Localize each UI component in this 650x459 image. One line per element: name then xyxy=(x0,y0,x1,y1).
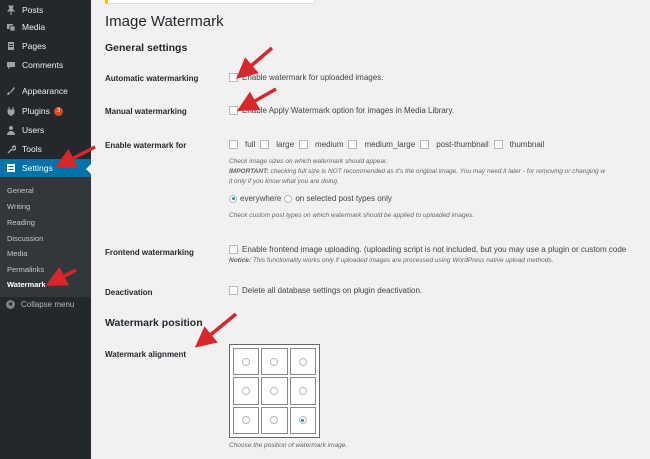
menu-label: Users xyxy=(22,125,45,135)
menu-label: Posts xyxy=(22,5,44,15)
alignment-radio[interactable] xyxy=(242,387,250,395)
menu-item-users[interactable] xyxy=(0,120,91,140)
important-notice-continued: it only if you know what you are doing. xyxy=(229,178,339,185)
wrench-icon xyxy=(6,144,16,154)
submenu-item-media[interactable]: Media xyxy=(7,249,28,258)
size-label-thumbnail: thumbnail xyxy=(509,140,545,149)
alignment-cell-bottom-center[interactable] xyxy=(261,407,287,434)
menu-item-appearance[interactable] xyxy=(0,81,91,101)
manual-watermark-option-text: Enable Apply Watermark option for images in Media Library. xyxy=(242,106,455,115)
submenu-item-watermark[interactable]: Watermark xyxy=(7,280,46,289)
collapse-menu-button[interactable] xyxy=(6,300,74,309)
radio-everywhere-label: everywhere xyxy=(240,194,282,203)
pages-icon xyxy=(6,41,16,51)
important-prefix: IMPORTANT: xyxy=(229,168,269,175)
alignment-cell-top-left[interactable] xyxy=(233,348,259,375)
alignment-radio[interactable] xyxy=(242,358,250,366)
submenu-item-permalinks[interactable]: Permalinks xyxy=(7,265,45,274)
menu-label: Settings xyxy=(22,163,53,173)
notice-prefix: Notice: xyxy=(229,257,252,264)
menu-item-media[interactable] xyxy=(0,17,91,37)
brush-icon xyxy=(6,86,16,96)
notice-text: This functionality works only if uploaded images are processed using WordPress native upload methods. xyxy=(251,257,554,264)
menu-label: Media xyxy=(22,22,46,32)
image-size-description: Check image sizes on which watermark should appear. xyxy=(229,158,388,165)
image-size-options xyxy=(229,140,549,149)
alignment-description: Choose the position of watermark image. xyxy=(229,442,348,449)
size-label-post-thumbnail: post-thumbnail xyxy=(436,140,489,149)
enable-watermark-for-label: Enable watermark for xyxy=(105,141,187,150)
plug-icon xyxy=(6,106,16,116)
admin-notice xyxy=(105,0,315,4)
menu-label: Comments xyxy=(22,60,64,70)
frontend-option[interactable] xyxy=(229,245,626,254)
radio-selected-label: on selected post types only xyxy=(295,194,392,203)
size-medium-large-checkbox[interactable] xyxy=(348,140,357,149)
alignment-grid xyxy=(229,344,320,438)
alignment-radio[interactable] xyxy=(270,387,278,395)
important-text: checking full size is NOT recommended as it's the original image. You may need it later - for removing or changing w xyxy=(268,168,606,175)
media-icon xyxy=(6,22,16,32)
alignment-radio[interactable] xyxy=(299,387,307,395)
size-post-thumbnail-checkbox[interactable] xyxy=(420,140,429,149)
menu-label: Tools xyxy=(22,144,42,154)
menu-item-comments[interactable] xyxy=(0,55,91,75)
deactivation-label: Deactivation xyxy=(105,288,153,297)
frontend-checkbox[interactable] xyxy=(229,245,238,254)
settings-submenu xyxy=(0,177,91,297)
size-thumbnail-checkbox[interactable] xyxy=(494,140,503,149)
alignment-cell-top-right[interactable] xyxy=(290,348,316,375)
manual-watermarking-label: Manual watermarking xyxy=(105,107,187,116)
post-type-radio-group xyxy=(229,194,392,203)
submenu-item-discussion[interactable]: Discussion xyxy=(7,234,44,243)
menu-item-pages[interactable] xyxy=(0,36,91,56)
radio-everywhere[interactable] xyxy=(229,195,237,203)
important-notice xyxy=(229,168,605,175)
page-title: Image Watermark xyxy=(105,13,224,30)
alignment-cell-middle-left[interactable] xyxy=(233,377,259,404)
size-medium-checkbox[interactable] xyxy=(299,140,308,149)
submenu-item-writing[interactable]: Writing xyxy=(7,202,31,211)
frontend-notice xyxy=(229,257,553,264)
deactivation-option-text: Delete all database settings on plugin deactivation. xyxy=(242,286,423,295)
alignment-radio[interactable] xyxy=(242,416,250,424)
manual-watermark-checkbox[interactable] xyxy=(229,106,238,115)
alignment-cell-bottom-left[interactable] xyxy=(233,407,259,434)
submenu-item-reading[interactable]: Reading xyxy=(7,218,35,227)
settings-icon xyxy=(6,163,16,173)
watermark-position-heading: Watermark position xyxy=(105,317,203,329)
deactivation-checkbox[interactable] xyxy=(229,286,238,295)
submenu-item-general[interactable]: General xyxy=(7,186,34,195)
collapse-icon xyxy=(6,300,15,309)
comment-icon xyxy=(6,60,16,70)
alignment-cell-middle-right[interactable] xyxy=(290,377,316,404)
size-label-full: full xyxy=(245,140,256,149)
size-label-medium-large: medium_large xyxy=(364,140,416,149)
alignment-radio[interactable] xyxy=(270,416,278,424)
deactivation-option[interactable] xyxy=(229,286,422,295)
auto-watermark-option-text: Enable watermark for uploaded images. xyxy=(242,73,384,82)
menu-item-tools[interactable] xyxy=(0,139,91,159)
alignment-cell-middle-center[interactable] xyxy=(261,377,287,404)
frontend-option-text: Enable frontend image uploading. (uploading script is not included, but you may use a plugin or custom code xyxy=(242,245,627,254)
size-large-checkbox[interactable] xyxy=(260,140,269,149)
auto-watermark-checkbox[interactable] xyxy=(229,73,238,82)
alignment-radio-selected[interactable] xyxy=(299,416,307,424)
manual-watermark-option[interactable] xyxy=(229,106,454,115)
menu-label: Plugins xyxy=(22,106,50,116)
user-icon xyxy=(6,125,16,135)
menu-label: Appearance xyxy=(22,86,68,96)
menu-label: Pages xyxy=(22,41,47,51)
general-settings-heading: General settings xyxy=(105,42,188,54)
auto-watermarking-label: Automatic watermarking xyxy=(105,74,199,83)
update-count-badge: 3 xyxy=(54,107,63,116)
alignment-radio[interactable] xyxy=(299,358,307,366)
size-full-checkbox[interactable] xyxy=(229,140,238,149)
menu-item-settings[interactable] xyxy=(0,159,91,177)
watermark-alignment-label: Watermark alignment xyxy=(105,350,187,359)
auto-watermark-option[interactable] xyxy=(229,73,383,82)
collapse-menu-label: Collapse menu xyxy=(21,300,75,309)
radio-selected-post-types[interactable] xyxy=(284,195,292,203)
menu-item-plugins[interactable] xyxy=(0,101,91,121)
alignment-cell-top-center[interactable] xyxy=(261,348,287,375)
size-label-medium: medium xyxy=(315,140,344,149)
main-content xyxy=(91,0,650,459)
size-label-large: large xyxy=(276,140,295,149)
alignment-radio[interactable] xyxy=(270,358,278,366)
alignment-cell-bottom-right[interactable] xyxy=(290,407,316,434)
frontend-watermarking-label: Frontend watermarking xyxy=(105,248,194,257)
post-type-description: Check custom post types on which watermark should be applied to uploaded images. xyxy=(229,212,475,219)
admin-sidebar xyxy=(0,0,91,459)
pin-icon xyxy=(6,5,16,15)
